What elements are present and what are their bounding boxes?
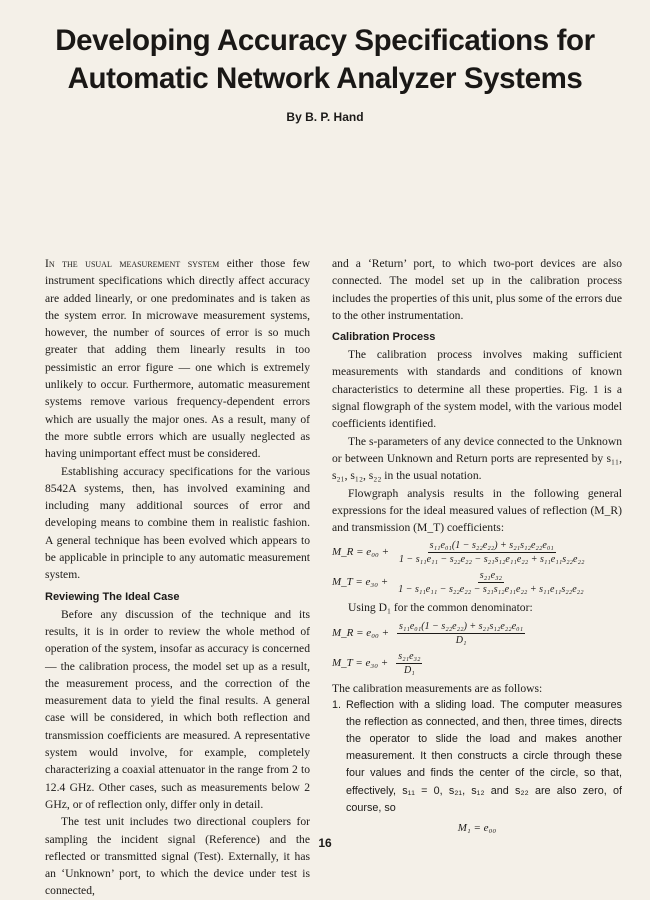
- equation-denominator: D₁: [403, 664, 415, 676]
- calibration-list: [332, 697, 622, 817]
- equation-numerator: s₂₁e₃₂: [398, 650, 421, 662]
- paragraph: The s-parameters of any device connected to the Unknown or between Unknown and Return ports are represented by s₁₁, s₂₁, s₁₂, s₂₂ in the usual notation.: [332, 434, 622, 483]
- byline: By B. P. Hand: [286, 110, 364, 124]
- paragraph: Before any discussion of the technique and its results, it is in order to review the whole method of operation of the system, insofar as accuracy is concerned — the calibration process, the model set up as a result, the measurement process, and the correction of the measurement data to yield the final results. A general case will be considered, in which both reflection and transmission coefficients are measured. A representative system would involve, for example, completely characterizing a coaxial attenuator in the range from 2 to 12.4 GHz. Other cases, such as measurements below 2 GHz, or of reflection only, differ only in detail.: [45, 607, 310, 811]
- equation-mt-d1: [332, 650, 622, 677]
- right-column: [332, 255, 622, 840]
- paragraph: The calibration measurements are as follows:: [332, 681, 543, 695]
- paragraph: Using D₁ for the common denominator:: [348, 601, 533, 615]
- equation-lhs: M_T = e₃₀ +: [332, 656, 389, 669]
- equation-denominator: 1 − s₁₁e₁₁ − s₂₂e₂₂ − s₂₁s₁₂e₁₁e₂₂ + s₁₁e₁₁s₂₂e₂₂: [399, 554, 585, 566]
- equation-mr-d1: [332, 620, 622, 647]
- intro-paragraph: [45, 255, 310, 463]
- title-line-2: Automatic Network Analyzer Systems: [67, 62, 583, 95]
- section-heading-calibration: Calibration Process: [332, 331, 436, 344]
- equation-numerator: s₂₁e₃₂: [479, 570, 503, 582]
- equation-lhs: M_R = e₀₀ +: [332, 546, 390, 559]
- list-item: [332, 697, 622, 817]
- list-item-text: Reflection with a sliding load. The computer measures the reflection as connected, and then, three times, directs the operator to slide the load and makes another measurement. It then constructs a circle through these four values and finds the center of the circle, so that, effectively, s₁₁ = 0, s₂₁, s₁₂ and s₂₂ are also zero, of course, so: [346, 699, 622, 814]
- left-column: [45, 255, 310, 900]
- section-heading-ideal-case: Reviewing The Ideal Case: [45, 590, 180, 603]
- intro-lead: In the usual measurement system: [45, 257, 220, 270]
- page-number: 16: [318, 836, 332, 850]
- list-item-number: 1.: [332, 699, 342, 712]
- equation-fraction: [396, 569, 585, 596]
- equation-lhs: M_R = e₀₀ +: [332, 626, 390, 639]
- equation-lhs: M_T = e₃₀ +: [332, 576, 389, 589]
- equation-fraction: [397, 620, 525, 647]
- paragraph: and a ‘Return’ port, to which two-port devices are also connected. The model set up in the calibration process includes the properties of this unit, plus some of the errors due to the other instrumentation.: [332, 257, 622, 322]
- equation-numerator: s₁₁e₀₁(1 − s₂₂e₂₂) + s₂₁s₁₂e₂₂e₀₁: [429, 540, 554, 552]
- equation-mt: [332, 569, 622, 596]
- equation-mr: [332, 539, 622, 566]
- equation-denominator: D₁: [455, 634, 467, 646]
- equation-m1: M₁ = e₀₀: [457, 821, 497, 834]
- article-title: [0, 22, 650, 98]
- equation-numerator: s₁₁e₀₁(1 − s₂₂e₂₂) + s₂₁s₁₂e₂₂e₀₁: [399, 620, 524, 632]
- paragraph: The test unit includes two directional couplers for sampling the incident signal (Reference) and the reflected or transmitted signal (Test). Externally, it has an ‘Unknown’ port, to which the device under test is connected,: [45, 815, 310, 898]
- paragraph: Establishing accuracy specifications for the various 8542A systems, then, has involved examining and including many additional sources of error and developing means to combine them in realistic fashion. A general technique has been evolved which appears to be applicable in principle to any automatic measurement system.: [45, 464, 310, 582]
- title-line-1: Developing Accuracy Specifications for: [55, 24, 595, 57]
- equation-fraction: [397, 539, 586, 566]
- intro-rest: either those few instrument specifications which directly affect accuracy are added linearly, or one predominates and is taken as the system error. In microwave measurement systems, however, the number of sources of error is so much greater that adding them linearly results in too pessimistic an error figure — one which is extremely unlikely to occur. Furthermore, automatic measurement systems remove various frequency-dependent errors which are usually the major ones. As a result, many of the more subtle errors which are usually neglected as having unimportant effect must be considered.: [45, 257, 310, 461]
- paragraph: The calibration process involves making sufficient measurements with standards and conditions of known characteristics to determine all these properties. Fig. 1 is a signal flowgraph of the system model, with the various model coefficients identified.: [332, 348, 622, 431]
- paragraph: Flowgraph analysis results in the following general expressions for the ideal measured values of reflection (M_R) and transmission (M_T) coefficients:: [332, 486, 622, 535]
- equation-denominator: 1 − s₁₁e₁₁ − s₂₂e₂₂ − s₂₁s₁₂e₁₁e₂₂ + s₁₁e₁₁s₂₂e₂₂: [398, 584, 584, 596]
- equation-fraction: [396, 650, 422, 677]
